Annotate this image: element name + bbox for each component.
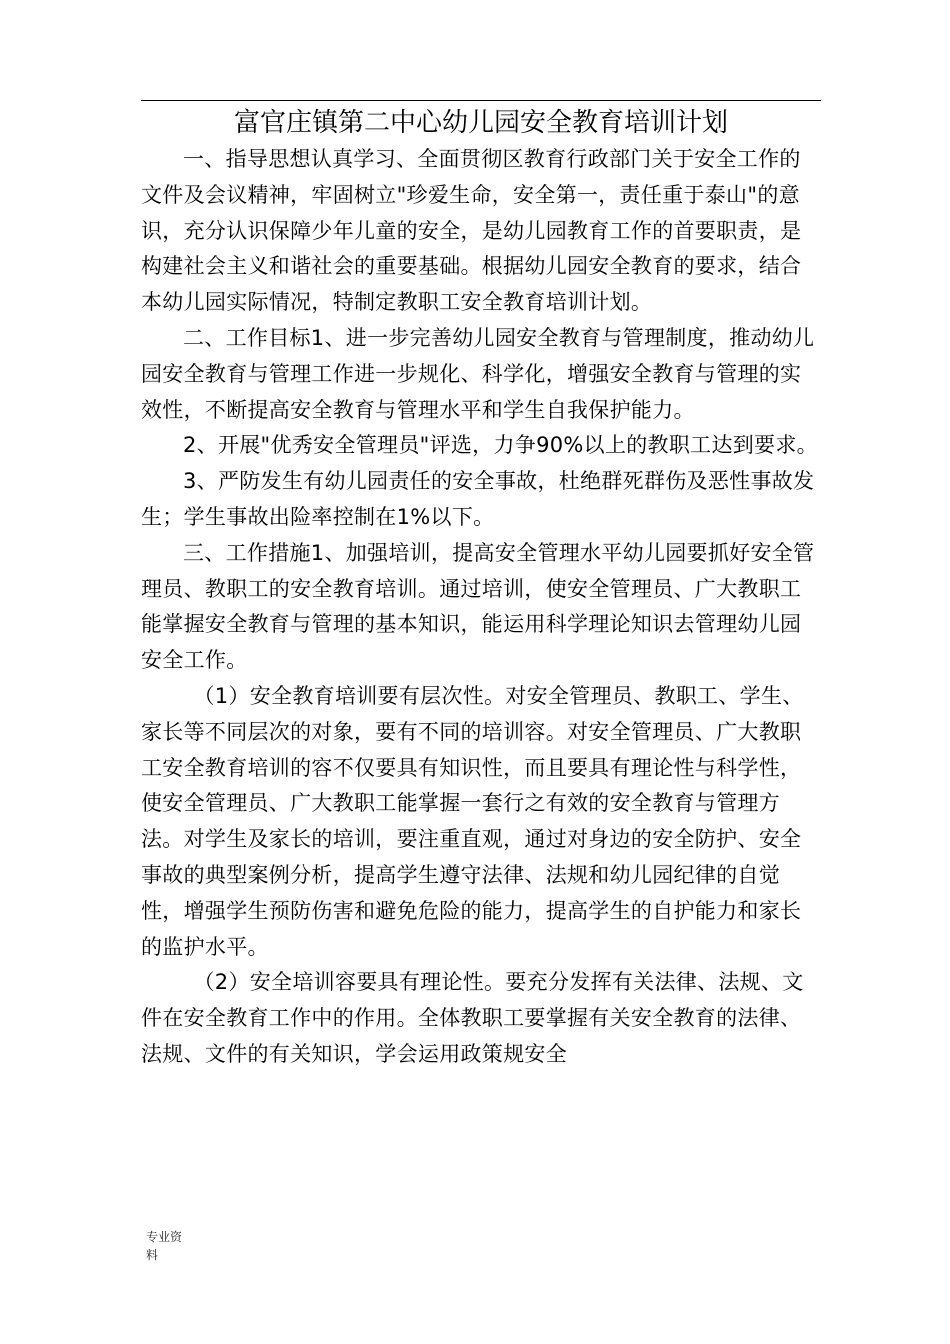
paragraph-measure-2: （2）安全培训容要具有理论性。要充分发挥有关法律、法规、文件在安全教育工作中的作用。全体教职工要掌握有关安全教育的法律、法规、文件的有关知识，学会运用政策规安全 (141, 970, 804, 1066)
paragraph-work-measures: 三、工作措施1、加强培训，提高安全管理水平幼儿园要抓好安全管理员、教职工的安全教育培训。通过培训，使安全管理员、广大教职工能掌握安全教育与管理的基本知识，能运用科学理论知识去管理幼儿园安全工作。 (141, 540, 815, 673)
paragraph-goal-3: 3、严防发生有幼儿园责任的安全事故，杜绝群死群伤及恶性事故发生；学生事故出险率控制在1%以下。 (141, 469, 815, 529)
document-body (141, 142, 821, 1073)
footer-line-1: 专业资 (146, 1230, 183, 1244)
paragraph-measure-1: （1）安全教育培训要有层次性。对安全管理员、教职工、学生、家长等不同层次的对象，要有不同的培训容。对安全管理员、广大教职工安全教育培训的容不仅要具有知识性，而且要具有理论性与科学性，使安全管理员、广大教职工能掌握一套行之有效的安全教育与管理方法。对学生及家长的培训，要注重直观，通过对身边的安全防护、安全事故的典型案例分析，提高学生遵守法律、法规和幼儿园纪律的自觉性，增强学生预防伤害和避免危险的能力，提高学生的自护能力和家长的监护水平。 (141, 683, 804, 959)
page-footer (146, 1228, 206, 1264)
paragraph-work-goals: 二、工作目标1、进一步完善幼儿园安全教育与管理制度，推动幼儿园安全教育与管理工作进一步规化、科学化，增强安全教育与管理的实效性，不断提高安全教育与管理水平和学生自我保护能力。 (141, 325, 815, 422)
header-rule (141, 100, 821, 101)
page-title: 富官庄镇第二中心幼儿园安全教育培训计划 (233, 108, 728, 138)
paragraph-goal-2: 2、开展"优秀安全管理员"评选，力争90%以上的教职工达到要求。 (183, 433, 818, 458)
footer-line-2: 料 (146, 1248, 159, 1262)
paragraph-guiding-ideology: 一、指导思想认真学习、全面贯彻区教育行政部门关于安全工作的文件及会议精神，牢固树立"珍爱生命，安全第一，责任重于泰山"的意识，充分认识保障少年儿童的安全，是幼儿园教育工作的首要职责，是构建社会主义和谐社会的重要基础。根据幼儿园安全教育的要求，结合本幼儿园实际情况，特制定教职工安全教育培训计划。 (141, 147, 802, 315)
